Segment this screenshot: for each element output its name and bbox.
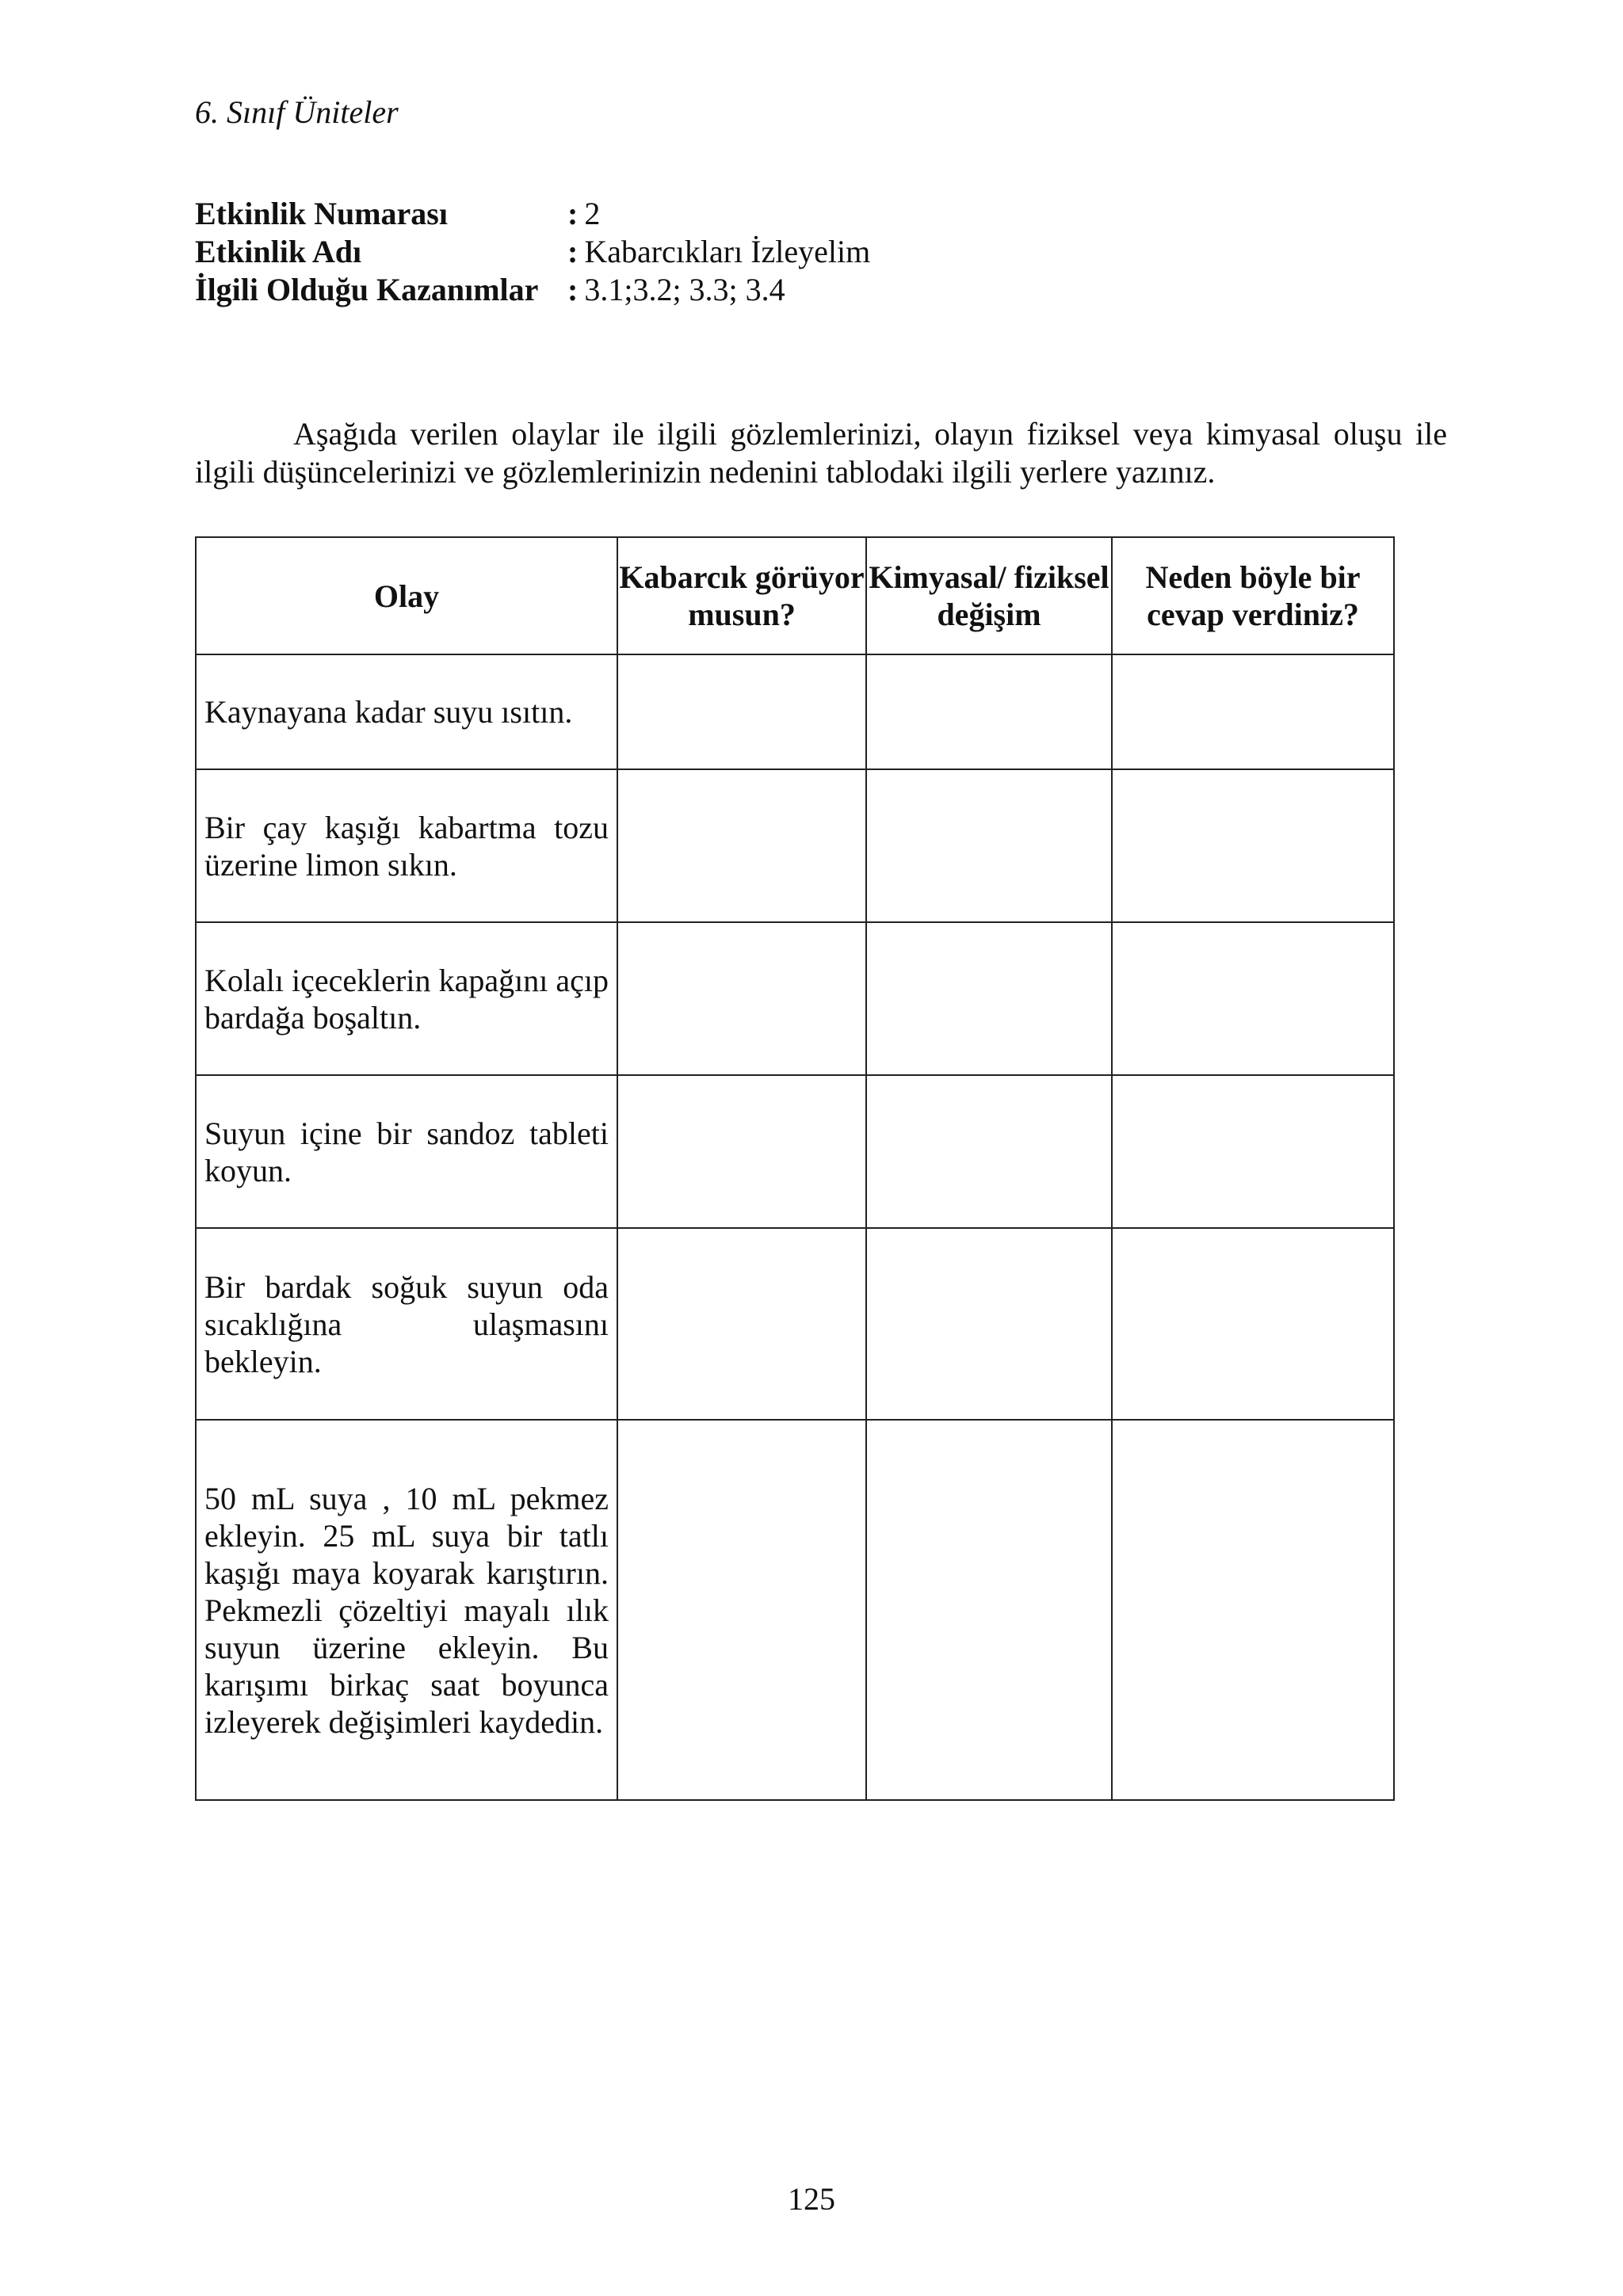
reason-answer-cell[interactable] bbox=[1112, 1228, 1394, 1420]
column-header-reason: Neden böyle bir cevap verdiniz? bbox=[1112, 537, 1394, 654]
page-number: 125 bbox=[788, 2181, 835, 2217]
activity-meta bbox=[195, 195, 870, 309]
meta-row-activity-name bbox=[195, 233, 870, 271]
change-type-answer-cell[interactable] bbox=[866, 1420, 1112, 1800]
column-header-change-type: Kimyasal/ fiziksel değişim bbox=[866, 537, 1112, 654]
instructions-paragraph: Aşağıda verilen olaylar ile ilgili gözlemlerinizi, olayın fiziksel veya kimyasal oluşu ile ilgili düşüncelerinizi ve gözlemlerinizin nedenini tablodaki ilgili yerlere yazınız. bbox=[195, 416, 1447, 490]
event-cell: Kolalı içeceklerin kapağını açıp bardağa boşaltın. bbox=[196, 922, 617, 1075]
meta-row-outcomes bbox=[195, 271, 870, 309]
event-cell: Bir çay kaşığı kabartma tozu üzerine limon sıkın. bbox=[196, 769, 617, 922]
meta-key: İlgili Olduğu Kazanımlar bbox=[195, 272, 539, 307]
column-header-olay: Olay bbox=[196, 537, 617, 654]
reason-answer-cell[interactable] bbox=[1112, 1075, 1394, 1228]
change-type-answer-cell[interactable] bbox=[866, 1075, 1112, 1228]
bubbles-answer-cell[interactable] bbox=[617, 1228, 866, 1420]
bubbles-answer-cell[interactable] bbox=[617, 922, 866, 1075]
meta-key: Etkinlik Numarası bbox=[195, 196, 448, 231]
meta-colon: : bbox=[567, 196, 579, 231]
change-type-answer-cell[interactable] bbox=[866, 1228, 1112, 1420]
meta-value: 3.1;3.2; 3.3; 3.4 bbox=[584, 272, 785, 307]
table-header-row bbox=[196, 537, 1394, 654]
table-row bbox=[196, 1228, 1394, 1420]
table-row bbox=[196, 1420, 1394, 1800]
change-type-answer-cell[interactable] bbox=[866, 654, 1112, 769]
observation-table bbox=[195, 536, 1395, 1801]
event-cell: 50 mL suya , 10 mL pekmez ekleyin. 25 mL suya bir tatlı kaşığı maya koyarak karıştırın. Pekmezli çözeltiyi mayalı ılık suyun üzerine ekleyin. Bu karışımı birkaç saat boyunca izleyerek değişimleri kaydedin. bbox=[196, 1420, 617, 1800]
event-cell: Bir bardak soğuk suyun oda sıcaklığına ulaşmasını bekleyin. bbox=[196, 1228, 617, 1420]
page-header-title: 6. Sınıf Üniteler bbox=[195, 94, 399, 130]
event-cell: Kaynayana kadar suyu ısıtın. bbox=[196, 654, 617, 769]
meta-value: Kabarcıkları İzleyelim bbox=[584, 234, 871, 269]
meta-colon: : bbox=[567, 272, 579, 307]
table-row bbox=[196, 922, 1394, 1075]
table-row bbox=[196, 1075, 1394, 1228]
reason-answer-cell[interactable] bbox=[1112, 922, 1394, 1075]
change-type-answer-cell[interactable] bbox=[866, 922, 1112, 1075]
table-row bbox=[196, 654, 1394, 769]
reason-answer-cell[interactable] bbox=[1112, 769, 1394, 922]
reason-answer-cell[interactable] bbox=[1112, 1420, 1394, 1800]
meta-colon: : bbox=[567, 234, 579, 269]
meta-value: 2 bbox=[584, 196, 601, 231]
reason-answer-cell[interactable] bbox=[1112, 654, 1394, 769]
meta-row-activity-number bbox=[195, 195, 870, 233]
column-header-bubbles: Kabarcık görüyor musun? bbox=[617, 537, 866, 654]
change-type-answer-cell[interactable] bbox=[866, 769, 1112, 922]
meta-key: Etkinlik Adı bbox=[195, 234, 362, 269]
bubbles-answer-cell[interactable] bbox=[617, 654, 866, 769]
bubbles-answer-cell[interactable] bbox=[617, 1420, 866, 1800]
event-cell: Suyun içine bir sandoz tableti koyun. bbox=[196, 1075, 617, 1228]
table-row bbox=[196, 769, 1394, 922]
bubbles-answer-cell[interactable] bbox=[617, 769, 866, 922]
bubbles-answer-cell[interactable] bbox=[617, 1075, 866, 1228]
